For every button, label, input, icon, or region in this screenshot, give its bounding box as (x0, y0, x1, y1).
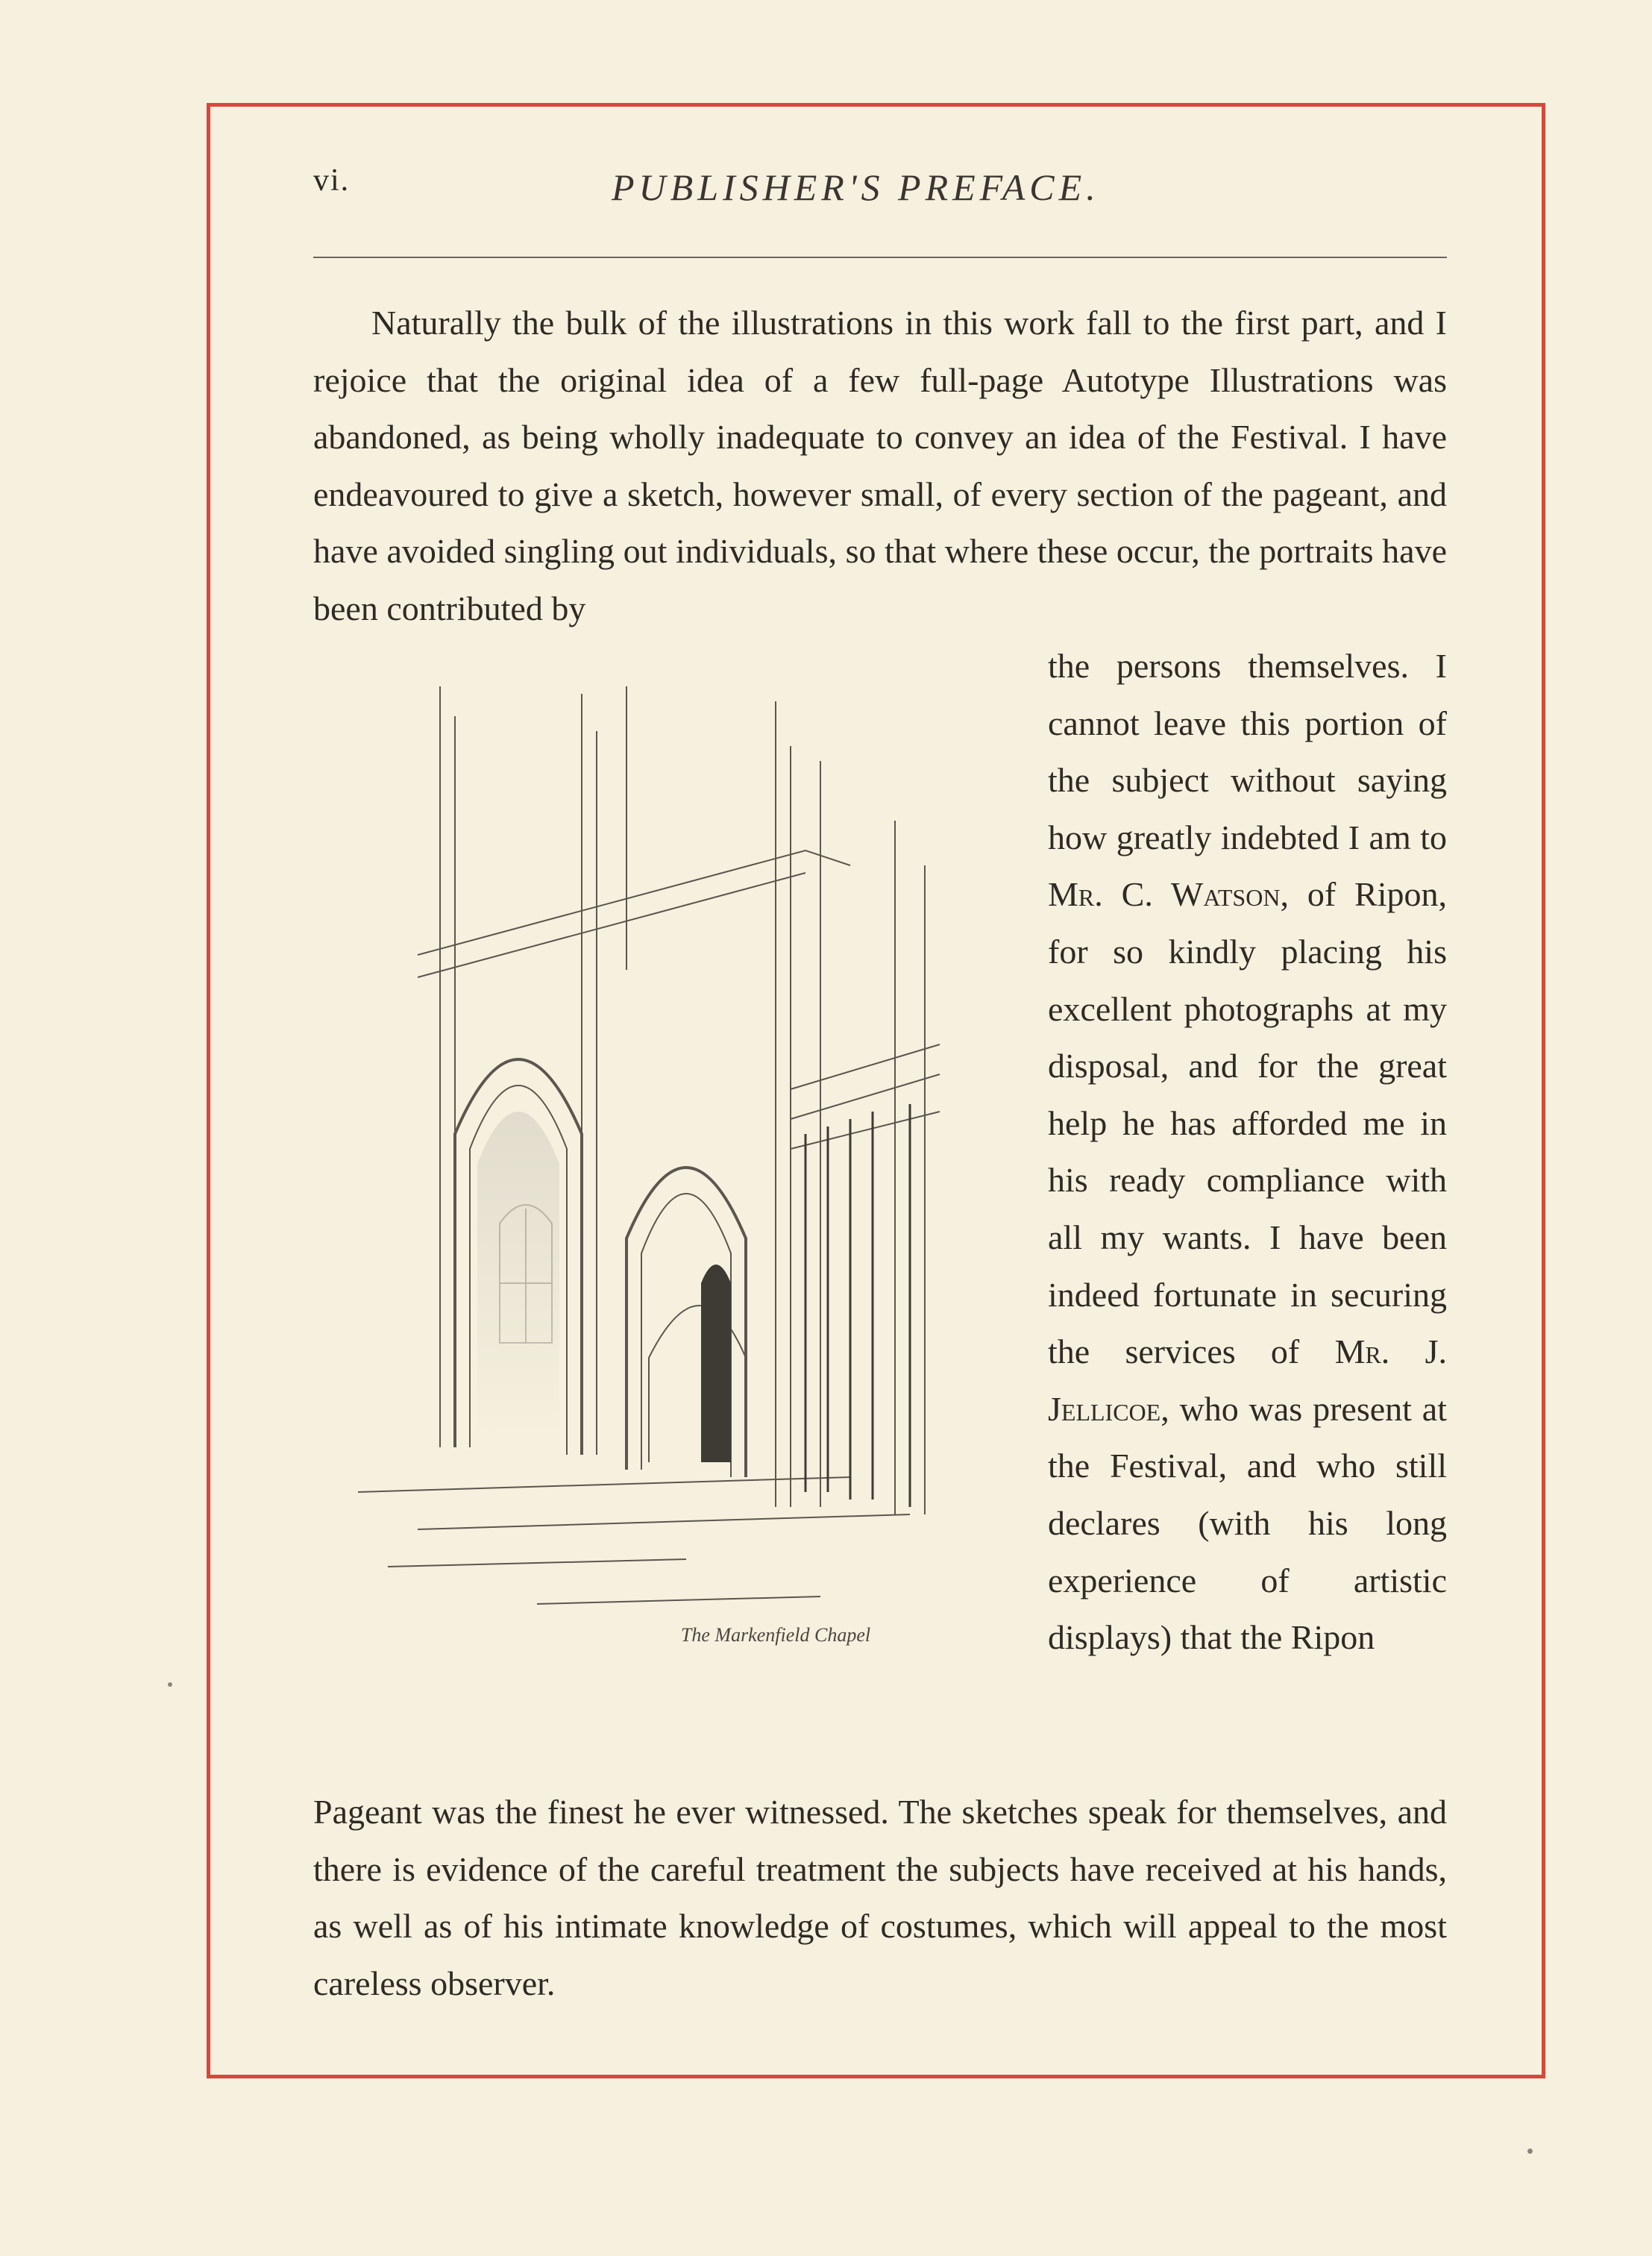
paragraph-right-column (1048, 638, 1447, 1667)
paragraph-top-text: Naturally the bulk of the illustrations in this work fall to the first part, and I rejoice that the original idea of a few full-page Autotype Illustrations was abandoned, as being wholly inadequate to convey an idea of the Festival. I have endeavoured to give a sketch, however small, of every section of the pageant, and have avoided singling out individuals, so that where these occur, the portraits have been contributed by (313, 304, 1447, 627)
paper-speck (1527, 2149, 1533, 2154)
right-text-part2: , of Ripon, for so kindly placing his excellent photographs at my disposal, and for the great help he has afforded me in his ready compliance with all my wants. I have been indeed fortunate in securing the services of (1048, 875, 1448, 1371)
paper-speck (168, 1682, 172, 1687)
name-watson: Mr. C. Watson (1048, 875, 1281, 914)
page-header (313, 163, 1447, 222)
right-text-part3: , who was present at the Festival, and who still declares (with his long experience of artistic displays) that the Ripon (1048, 1389, 1447, 1657)
running-title: PUBLISHER'S PREFACE. (612, 166, 1100, 208)
paragraph-bottom-text: Pageant was the finest he ever witnessed. The sketches speak for themselves, and there is evidence of the careful treatment the subjects have received at his hands, as well as of his intimate knowledge of costumes, which will appeal to the most careless observer. (313, 1793, 1447, 2002)
paragraph-bottom (313, 1784, 1447, 2012)
right-text-part1: the persons themselves. I cannot leave this portion of the subject without saying how greatly indebted I am to (1048, 647, 1447, 856)
illustration-caption: The Markenfield Chapel (680, 1624, 871, 1646)
name-jellicoe: Mr. J. Jellicoe (1048, 1332, 1448, 1428)
page-number: vi. (313, 163, 351, 198)
paragraph-top (313, 295, 1447, 638)
header-rule (313, 257, 1447, 258)
cathedral-illustration (328, 671, 1014, 1768)
